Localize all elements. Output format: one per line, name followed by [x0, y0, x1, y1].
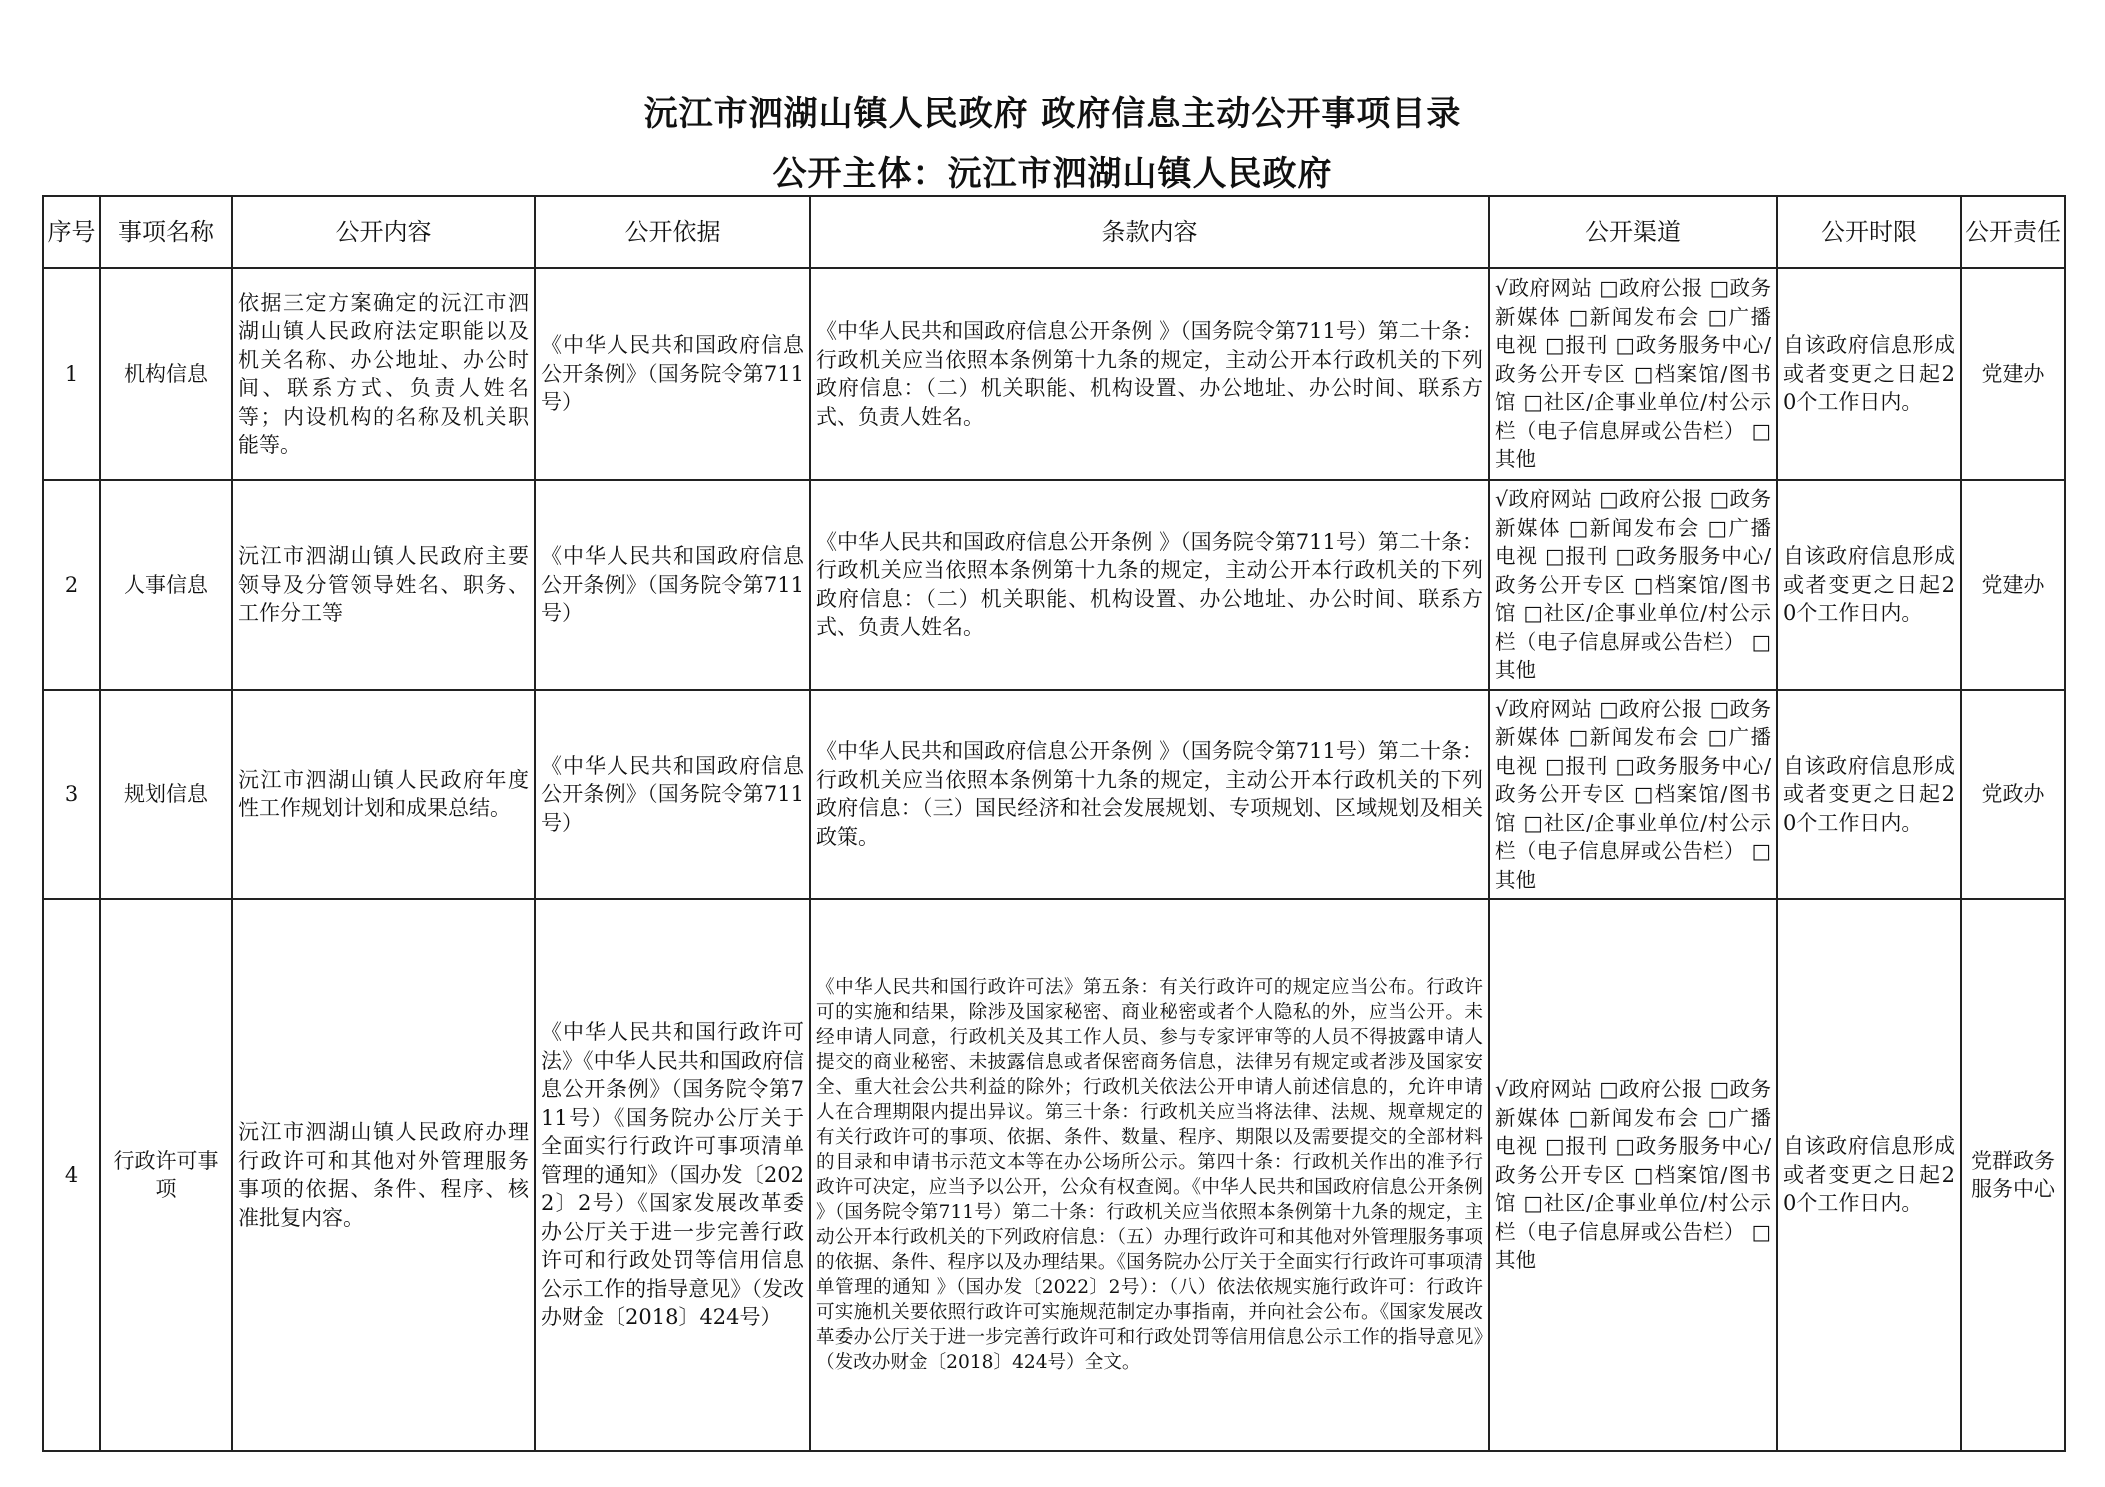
row-clause: 《中华人民共和国政府信息公开条例 》（国务院令第711号）第二十条：行政机关应当依照本条例第十九条的规定，主动公开本行政机关的下列政府信息：（三）国民经济和社会发展规划、专项规划、区域规划及相关政策。: [810, 690, 1489, 900]
table-row: [43, 899, 2065, 1451]
row-clause: 《中华人民共和国行政许可法》第五条：有关行政许可的规定应当公布。行政许可的实施和结果，除涉及国家秘密、商业秘密或者个人隐私的外，应当公开。未经申请人同意，行政机关及其工作人员、参与专家评审等的人员不得披露申请人提交的商业秘密、未披露信息或者保密商务信息，法律另有规定或者涉及国家安全、重大社会公共利益的除外；行政机关依法公开申请人前述信息的，允许申请人在合理期限内提出异议。第三十条：行政机关应当将法律、法规、规章规定的有关行政许可的事项、依据、条件、数量、程序、期限以及需要提交的全部材料的目录和申请书示范文本等在办公场所公示。第四十条：行政机关作出的准予行政许可决定，应当予以公开，公众有权查阅。《中华人民共和国政府信息公开条例 》（国务院令第711号）第二十条：行政机关应当依照本条例第十九条的规定，主动公开本行政机关的下列政府信息：（五）办理行政许可和其他对外管理服务事项的依据、条件、程序以及办理结果。《国务院办公厅关于全面实行行政许可事项清单管理的通知 》（国办发〔2022〕2号）：（八）依法依规实施行政许可：行政许可实施机关要依照行政许可实施规范制定办事指南，并向社会公布。《国家发展改革委办公厅关于进一步完善行政许可和行政处罚等信用信息公示工作的指导意见》（发改办财金〔2018〕424号）全文。: [810, 899, 1489, 1451]
row-channel: √政府网站 □政府公报 □政务新媒体 □新闻发布会 □广播电视 □报刊 □政务服务中心/政务公开专区 □档案馆/图书馆 □社区/企事业单位/村公示栏（电子信息屏或公告栏） □其他: [1489, 899, 1777, 1451]
header-limit: 公开时限: [1777, 196, 1961, 268]
row-limit: 自该政府信息形成或者变更之日起20个工作日内。: [1777, 690, 1961, 900]
row-name: 行政许可事项: [100, 899, 232, 1451]
row-no: 4: [43, 899, 100, 1451]
row-name: 机构信息: [100, 268, 232, 480]
row-resp: 党政办: [1961, 690, 2065, 900]
header-resp: 公开责任: [1961, 196, 2065, 268]
row-channel: √政府网站 □政府公报 □政务新媒体 □新闻发布会 □广播电视 □报刊 □政务服务中心/政务公开专区 □档案馆/图书馆 □社区/企事业单位/村公示栏（电子信息屏或公告栏） □其他: [1489, 690, 1777, 900]
header-channel: 公开渠道: [1489, 196, 1777, 268]
row-basis: 《中华人民共和国政府信息公开条例》（国务院令第711号）: [535, 268, 810, 480]
disclosure-catalog-table: [42, 195, 2066, 1452]
row-no: 1: [43, 268, 100, 480]
table-row: [43, 480, 2065, 690]
header-clause: 条款内容: [810, 196, 1489, 268]
row-name: 人事信息: [100, 480, 232, 690]
row-resp: 党建办: [1961, 268, 2065, 480]
row-channel: √政府网站 □政府公报 □政务新媒体 □新闻发布会 □广播电视 □报刊 □政务服务中心/政务公开专区 □档案馆/图书馆 □社区/企事业单位/村公示栏（电子信息屏或公告栏） □其他: [1489, 268, 1777, 480]
row-channel: √政府网站 □政府公报 □政务新媒体 □新闻发布会 □广播电视 □报刊 □政务服务中心/政务公开专区 □档案馆/图书馆 □社区/企事业单位/村公示栏（电子信息屏或公告栏） □其他: [1489, 480, 1777, 690]
row-basis: 《中华人民共和国行政许可法》《中华人民共和国政府信息公开条例》（国务院令第711号）《国务院办公厅关于全面实行行政许可事项清单管理的通知》（国办发〔2022〕2号）《国家发展改革委办公厅关于进一步完善行政许可和行政处罚等信用信息公示工作的指导意见》（发改办财金〔2018〕424号）: [535, 899, 810, 1451]
row-clause: 《中华人民共和国政府信息公开条例 》（国务院令第711号）第二十条：行政机关应当依照本条例第十九条的规定，主动公开本行政机关的下列政府信息：（二）机关职能、机构设置、办公地址、办公时间、联系方式、负责人姓名。: [810, 268, 1489, 480]
header-content: 公开内容: [232, 196, 535, 268]
row-content: 沅江市泗湖山镇人民政府办理行政许可和其他对外管理服务事项的依据、条件、程序、核准批复内容。: [232, 899, 535, 1451]
table-header-row: [43, 196, 2065, 268]
row-limit: 自该政府信息形成或者变更之日起20个工作日内。: [1777, 480, 1961, 690]
row-limit: 自该政府信息形成或者变更之日起20个工作日内。: [1777, 268, 1961, 480]
row-basis: 《中华人民共和国政府信息公开条例》（国务院令第711号）: [535, 480, 810, 690]
page-title: 沅江市泗湖山镇人民政府 政府信息主动公开事项目录: [643, 94, 1462, 134]
row-no: 3: [43, 690, 100, 900]
row-content: 依据三定方案确定的沅江市泗湖山镇人民政府法定职能以及机关名称、办公地址、办公时间、联系方式、负责人姓名等；内设机构的名称及机关职能等。: [232, 268, 535, 480]
row-no: 2: [43, 480, 100, 690]
header-basis: 公开依据: [535, 196, 810, 268]
header-no: 序号: [43, 196, 100, 268]
row-clause: 《中华人民共和国政府信息公开条例 》（国务院令第711号）第二十条：行政机关应当依照本条例第十九条的规定，主动公开本行政机关的下列政府信息：（二）机关职能、机构设置、办公地址、办公时间、联系方式、负责人姓名。: [810, 480, 1489, 690]
row-name: 规划信息: [100, 690, 232, 900]
page-subtitle: 公开主体：沅江市泗湖山镇人民政府: [772, 154, 1333, 194]
row-content: 沅江市泗湖山镇人民政府主要领导及分管领导姓名、职务、工作分工等: [232, 480, 535, 690]
row-resp: 党群政务服务中心: [1961, 899, 2065, 1451]
row-basis: 《中华人民共和国政府信息公开条例》（国务院令第711号）: [535, 690, 810, 900]
header-name: 事项名称: [100, 196, 232, 268]
row-limit: 自该政府信息形成或者变更之日起20个工作日内。: [1777, 899, 1961, 1451]
table-row: [43, 690, 2065, 900]
table-row: [43, 268, 2065, 480]
row-resp: 党建办: [1961, 480, 2065, 690]
row-content: 沅江市泗湖山镇人民政府年度性工作规划计划和成果总结。: [232, 690, 535, 900]
